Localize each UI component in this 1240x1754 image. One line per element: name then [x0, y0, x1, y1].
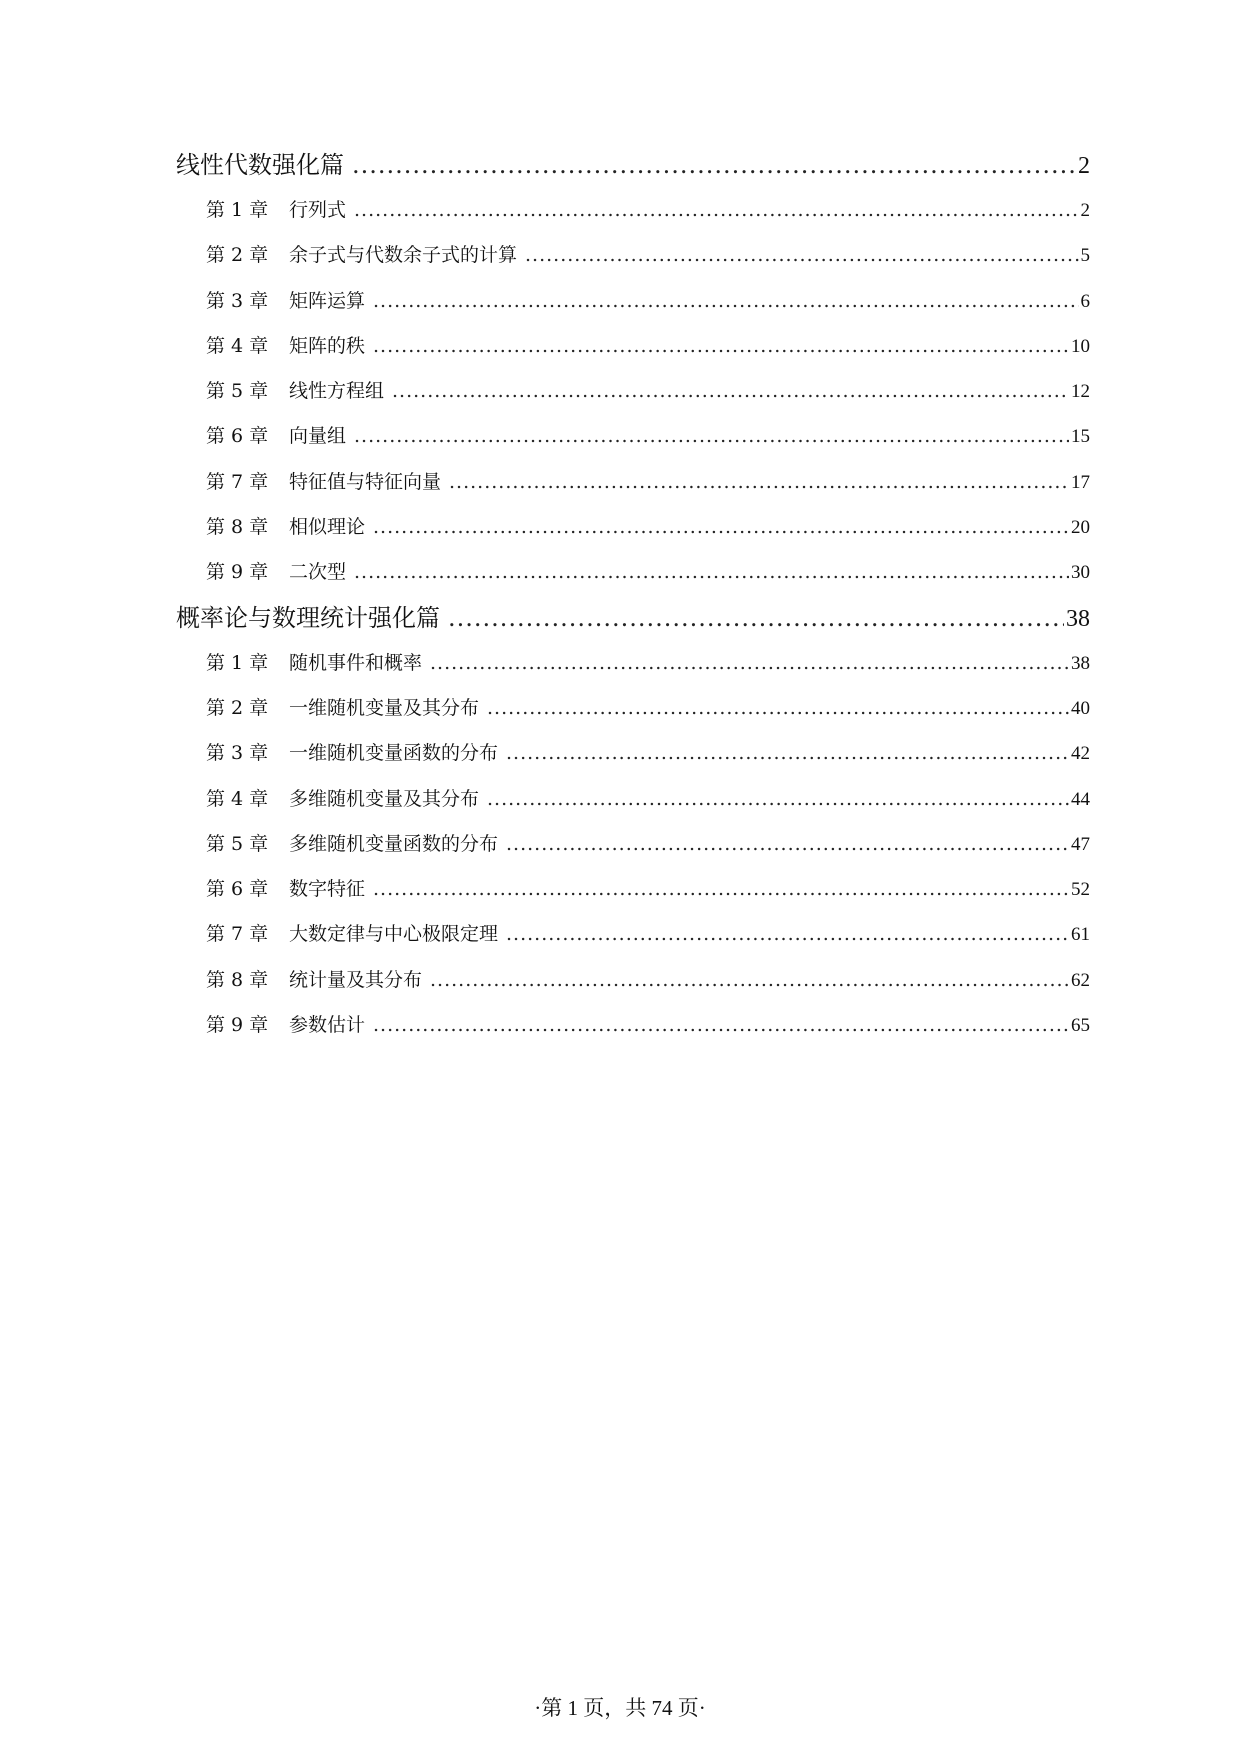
toc-entry-label	[206, 281, 373, 321]
chapter-number: 第 7 章	[206, 470, 269, 493]
toc-entry-title: 线性方程组	[289, 380, 385, 403]
toc-page-number: 2	[1080, 200, 1090, 221]
toc-entry-label	[206, 190, 354, 230]
toc-part-entry[interactable]	[176, 598, 1090, 643]
page-footer: ·第 1 页，共 74 页·	[534, 1696, 706, 1720]
toc-chapter-entry[interactable]	[176, 190, 1090, 235]
chapter-number: 第 4 章	[206, 787, 269, 810]
chapter-number: 第 6 章	[206, 878, 269, 901]
chapter-number: 第 7 章	[206, 923, 269, 946]
toc-page-number: 62	[1071, 969, 1090, 991]
toc-chapter-entry[interactable]	[176, 281, 1090, 326]
toc-chapter-entry[interactable]	[176, 733, 1090, 778]
toc-entry-title: 数字特征	[289, 878, 366, 901]
chapter-number: 第 2 章	[206, 696, 269, 719]
toc-chapter-entry[interactable]	[176, 462, 1090, 507]
toc-page-number: 42	[1071, 743, 1090, 765]
toc-entry-title: 随机事件和概率	[289, 651, 423, 674]
chapter-number: 第 9 章	[206, 1014, 269, 1037]
chapter-number: 第 2 章	[206, 244, 269, 267]
dot-leader	[373, 507, 1069, 547]
chapter-number: 第 6 章	[206, 425, 269, 448]
chapter-number: 第 3 章	[206, 289, 269, 312]
toc-page-number: 15	[1071, 426, 1090, 448]
dot-leader	[373, 869, 1069, 909]
dot-leader	[373, 281, 1078, 321]
chapter-number: 第 8 章	[206, 968, 269, 991]
toc-entry-label	[206, 507, 373, 547]
dot-leader	[354, 552, 1069, 592]
toc-entry-label	[206, 824, 506, 864]
dot-leader	[373, 1005, 1069, 1045]
toc-chapter-entry[interactable]	[176, 416, 1090, 461]
dot-leader	[506, 824, 1069, 864]
toc-chapter-entry[interactable]	[176, 371, 1090, 416]
dot-leader	[354, 416, 1069, 456]
dot-leader	[392, 371, 1069, 411]
toc-page-number: 6	[1080, 290, 1090, 312]
toc-entry-label	[206, 869, 373, 909]
toc-chapter-entry[interactable]	[176, 779, 1090, 824]
toc-entry-title: 二次型	[289, 561, 347, 584]
dot-leader	[354, 190, 1078, 230]
toc-entry-title: 多维随机变量函数的分布	[289, 832, 499, 855]
chapter-number: 第 9 章	[206, 561, 269, 584]
toc-chapter-entry[interactable]	[176, 914, 1090, 959]
dot-leader	[352, 145, 1076, 185]
toc-entry-title: 行列式	[289, 199, 347, 221]
dot-leader	[506, 914, 1069, 954]
dot-leader	[430, 643, 1069, 683]
toc-page-number: 20	[1071, 517, 1090, 539]
chapter-number: 第 3 章	[206, 742, 269, 765]
toc-entry-label	[176, 145, 352, 185]
toc-chapter-entry[interactable]	[176, 960, 1090, 1005]
chapter-number: 第 4 章	[206, 334, 269, 357]
toc-page-number: 5	[1080, 245, 1090, 267]
dot-leader	[448, 598, 1064, 638]
toc-entry-label	[206, 552, 354, 592]
toc-chapter-entry[interactable]	[176, 824, 1090, 869]
chapter-number: 第 8 章	[206, 516, 269, 539]
toc-entry-title: 参数估计	[289, 1014, 366, 1037]
toc-page-number: 10	[1071, 335, 1090, 357]
toc-entry-label	[206, 643, 430, 683]
dot-leader	[487, 779, 1069, 819]
dot-leader	[525, 235, 1078, 275]
toc-entry-label	[206, 235, 525, 275]
chapter-number: 第 5 章	[206, 380, 269, 403]
toc-entry-title: 相似理论	[289, 516, 366, 539]
toc-entry-label	[206, 462, 449, 502]
toc-page-number: 47	[1071, 833, 1090, 855]
toc-page-number: 38	[1071, 652, 1090, 674]
toc-page-number: 40	[1071, 697, 1090, 719]
toc-page-number: 38	[1066, 605, 1090, 632]
dot-leader	[430, 960, 1069, 1000]
toc-chapter-entry[interactable]	[176, 235, 1090, 280]
toc-entry-label	[206, 326, 373, 366]
toc-entry-title: 统计量及其分布	[289, 968, 423, 991]
toc-page-number: 30	[1071, 562, 1090, 584]
toc-chapter-entry[interactable]	[176, 869, 1090, 914]
toc-entry-label	[176, 598, 448, 638]
toc-entry-title: 概率论与数理统计强化篇	[176, 603, 440, 632]
toc-entry-title: 特征值与特征向量	[289, 470, 442, 493]
chapter-number: 第 1 章	[206, 651, 269, 674]
toc-page-number: 44	[1071, 788, 1090, 810]
dot-leader	[506, 733, 1069, 773]
toc-chapter-entry[interactable]	[176, 552, 1090, 597]
toc-entry-label	[206, 1005, 373, 1045]
toc-page-number: 17	[1071, 471, 1090, 493]
toc-entry-label	[206, 960, 430, 1000]
toc-page-number: 12	[1071, 381, 1090, 403]
toc-entry-label	[206, 733, 506, 773]
toc-entry-label	[206, 371, 392, 411]
toc-part-entry[interactable]	[176, 145, 1090, 190]
toc-entry-label	[206, 914, 506, 954]
toc-entry-title: 矩阵运算	[289, 289, 366, 312]
toc-chapter-entry[interactable]	[176, 326, 1090, 371]
toc-entry-title: 线性代数强化篇	[176, 151, 344, 179]
toc-page-number: 65	[1071, 1015, 1090, 1037]
toc-entry-label	[206, 416, 354, 456]
dot-leader	[373, 326, 1069, 366]
toc-chapter-entry[interactable]	[176, 507, 1090, 552]
toc-chapter-entry[interactable]	[176, 688, 1090, 733]
toc-entry-title: 一维随机变量及其分布	[289, 696, 480, 719]
toc-page-number: 61	[1071, 924, 1090, 946]
toc-chapter-entry[interactable]	[176, 643, 1090, 688]
toc-entry-title: 一维随机变量函数的分布	[289, 742, 499, 765]
toc-chapter-entry[interactable]	[176, 1005, 1090, 1050]
toc-page-number: 2	[1078, 153, 1090, 179]
toc-entry-title: 余子式与代数余子式的计算	[289, 244, 518, 267]
toc-entry-title: 向量组	[289, 425, 347, 448]
dot-leader	[487, 688, 1069, 728]
toc-entry-label	[206, 779, 487, 819]
table-of-contents	[176, 145, 1090, 1050]
toc-entry-title: 矩阵的秩	[289, 334, 366, 357]
dot-leader	[449, 462, 1069, 502]
toc-entry-title: 多维随机变量及其分布	[289, 787, 480, 810]
toc-entry-title: 大数定律与中心极限定理	[289, 923, 499, 946]
toc-page-number: 52	[1071, 879, 1090, 901]
toc-entry-label	[206, 688, 487, 728]
chapter-number: 第 5 章	[206, 832, 269, 855]
chapter-number: 第 1 章	[206, 199, 269, 221]
